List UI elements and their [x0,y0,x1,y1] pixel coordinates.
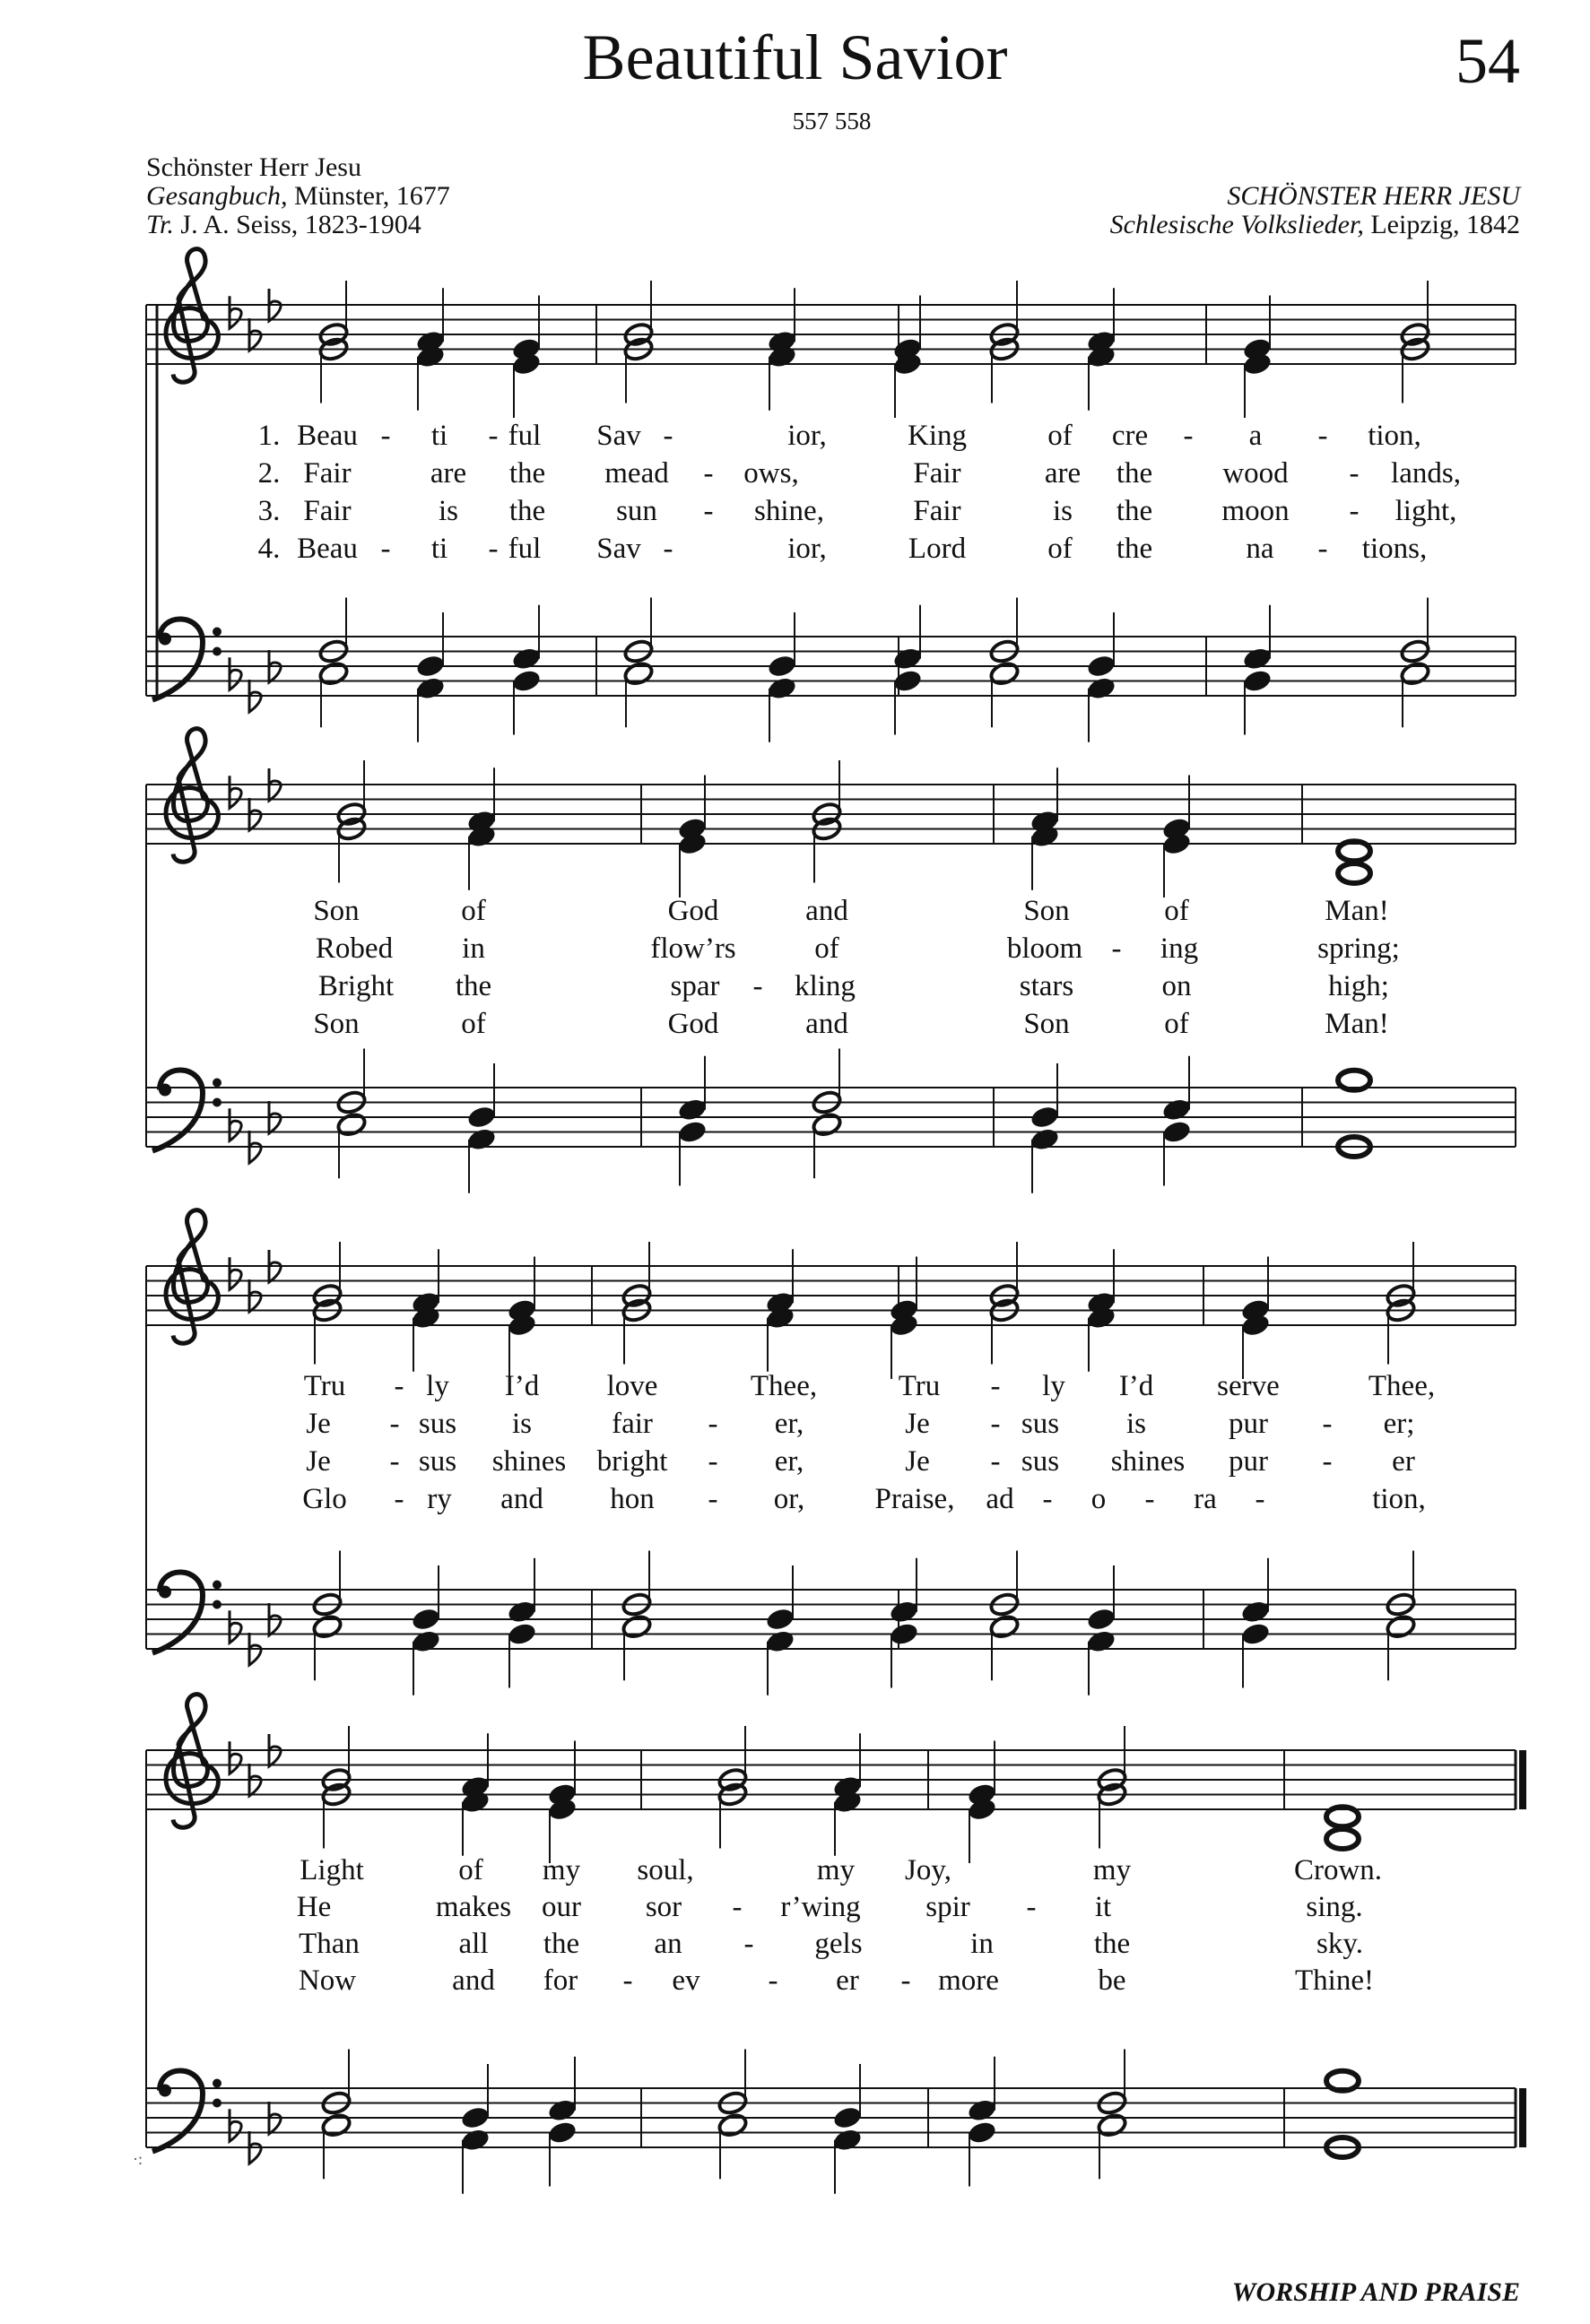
note-head [988,1614,1020,1640]
flat-icon [230,1257,241,1289]
flat-icon [230,657,241,689]
system1-verse1-syllable: King [908,420,967,452]
system3-verse4-syllable: hon [610,1483,655,1515]
note-head [766,653,797,679]
system1-verse4-syllable: tions, [1361,533,1428,565]
note-head [1160,1097,1192,1123]
flat-icon [230,2109,241,2141]
system1-verse1-syllable: tion, [1368,420,1421,452]
system2-verse4-syllable: Son [313,1008,360,1040]
system4-verse3-syllable: sky. [1316,1928,1363,1960]
system4-verse2-syllable: sing. [1306,1891,1363,1923]
text-source-book: Gesangbuch, [146,181,288,211]
system3-verse2-syllable: pur [1229,1408,1268,1440]
system4-verse4-syllable: and [452,1964,495,1997]
flat-icon [230,1741,241,1773]
system3-verse2-syllable: fair [612,1408,653,1440]
system1-verse4-syllable: - [663,533,673,565]
system3-verse4-syllable: Glo [302,1483,347,1515]
system2-verse2-syllable: bloom [1006,932,1083,965]
system3-verse3-syllable: shines [1110,1445,1186,1478]
system2-verse3-syllable: high; [1328,970,1389,1002]
system1-verse3-syllable: is [1052,495,1073,527]
system1-verse4-syllable: ior, [787,533,827,565]
note-head [510,668,542,694]
system1-verse1-syllable: ior, [787,420,827,452]
final-barline [1519,1750,1526,1809]
system2-verse3-syllable: on [1161,970,1192,1002]
system2-verse2-syllable: of [814,932,839,965]
system1-verse3-syllable: - [703,495,714,527]
note-head [888,1621,919,1647]
system1-verse1-syllable: Beau [297,420,358,452]
system4-verse4-syllable: for [543,1964,578,1997]
system1-verse2-syllable: ows, [743,457,799,490]
related-hymn-numbers: 557 558 [792,108,872,134]
note-head [546,2097,578,2123]
note-head [414,653,446,679]
system1-verse2-syllable: Fair [303,457,352,490]
system1-verse3-syllable: light, [1395,495,1457,527]
system1-verse4-syllable: Lord [908,533,967,565]
system1-verse1-syllable: - [1183,420,1194,452]
system4-verse1-syllable: Crown. [1293,1854,1383,1886]
note-head [1029,1104,1060,1130]
note-head [966,2097,997,2123]
note-head [1085,675,1116,701]
system1-verse4-syllable: - [380,533,391,565]
system2-verse2-syllable: - [1111,932,1122,965]
system1-verse1-syllable: a [1248,420,1263,452]
system4-verse4-syllable: be [1098,1964,1126,1997]
system3-verse3-syllable: bright [596,1445,668,1478]
note-head [410,1628,441,1654]
note-head [621,1614,652,1640]
system1-verse2-syllable: are [1044,457,1082,490]
system4-verse1-syllable: soul, [637,1854,694,1886]
system3-verse1-syllable: Tru [303,1370,346,1402]
note-head [317,661,349,687]
system1-verse4-syllable: 4. [257,533,281,565]
system2-verse1-syllable: and [805,895,848,927]
category-footer: WORSHIP AND PRAISE [1231,2277,1520,2307]
note-head [1160,1119,1192,1145]
system3-verse3-syllable: er, [774,1445,804,1478]
system3-verse4-syllable: - [394,1483,404,1515]
system1-verse2-syllable: the [1116,457,1153,490]
note-head [891,668,923,694]
note-head [465,1104,497,1130]
system1-verse2-syllable: lands, [1391,457,1461,490]
system3-verse1-syllable: I’d [504,1370,540,1402]
system4-verse3-syllable: Than [299,1928,360,1960]
tune-source-book: Schlesische Volkslieder, [1109,210,1364,239]
system1-verse4-syllable: ful [508,533,542,565]
system3-verse1-syllable: love [606,1370,658,1402]
system3-verse3-syllable: Je [306,1445,331,1478]
bass-clef-icon [152,1572,222,1652]
system3-verse3-syllable: - [990,1445,1001,1478]
system3-verse4-syllable: or, [773,1483,805,1515]
system1-verse1-syllable: ti [430,420,448,452]
system3-verse3-syllable: sus [1021,1445,1060,1478]
bass-clef-icon [152,1070,222,1150]
system1-verse1-syllable: - [380,420,391,452]
note-head [717,2112,748,2138]
system2-verse1-syllable: of [1164,895,1189,927]
system3-verse3-syllable: er [1392,1445,1415,1478]
note-head [546,2120,578,2146]
system1-verse3-syllable: - [1349,495,1360,527]
note-head [1085,653,1116,679]
system3-verse1-syllable: - [394,1370,404,1402]
system2-verse4-syllable: of [1164,1008,1189,1040]
system3-verse4-syllable: - [1042,1483,1053,1515]
system3-verse2-syllable: - [1322,1408,1333,1440]
note-head [988,661,1020,687]
system3-verse4-syllable: - [708,1483,718,1515]
treble-clef-icon [166,729,218,863]
system2-verse3-syllable: Bright [317,970,395,1002]
system4-verse3-syllable: the [543,1928,580,1960]
system3-verse2-syllable: er; [1383,1408,1415,1440]
note-head [891,646,923,672]
system-1 [146,249,1516,742]
system1-verse3-syllable: Fair [303,495,352,527]
system3-verse1-syllable: Tru [898,1370,941,1402]
system3-verse2-syllable: sus [418,1408,457,1440]
system3-verse1-syllable: - [990,1370,1001,1402]
system1-verse2-syllable: mead [604,457,669,490]
system1-verse3-syllable: the [1116,495,1153,527]
system1-verse4-syllable: Sav [596,533,641,565]
note-head [459,2104,491,2130]
system2-verse1-syllable: Son [313,895,360,927]
system1-verse2-syllable: are [430,457,467,490]
system1-verse4-syllable: na [1246,533,1274,565]
system4-verse4-syllable: er [836,1964,859,1997]
note-head [1385,1614,1416,1640]
system2-verse4-syllable: of [461,1008,486,1040]
system1-verse3-syllable: 3. [257,495,281,527]
note-head [506,1599,537,1625]
system1-verse2-syllable: wood [1222,457,1289,490]
system4-verse4-syllable: Now [298,1964,357,1997]
system1-verse3-syllable: the [508,495,546,527]
system1-verse4-syllable: - [488,533,499,565]
system3-verse2-syllable: is [511,1408,533,1440]
system3-verse3-syllable: - [1322,1445,1333,1478]
system3-verse4-syllable: - [1144,1483,1155,1515]
system3-verse4-syllable: - [1255,1483,1265,1515]
system3-verse2-syllable: - [990,1408,1001,1440]
system4-verse2-syllable: our [542,1891,581,1923]
system1-verse3-syllable: shine, [754,495,824,527]
system3-verse2-syllable: - [389,1408,400,1440]
translator-abbrev: Tr. [146,210,174,239]
text-source-line-1: Schönster Herr Jesu [146,152,361,182]
system2-verse4-syllable: Son [1023,1008,1070,1040]
system4-verse3-syllable: - [743,1928,754,1960]
system1-verse4-syllable: the [1116,533,1153,565]
system4-verse3-syllable: the [1093,1928,1131,1960]
system2-verse2-syllable: in [462,932,485,965]
treble-clef-icon [166,1210,218,1344]
system1-verse4-syllable: Beau [297,533,358,565]
system4-verse2-syllable: - [1026,1891,1037,1923]
system1-verse3-syllable: Fair [913,495,961,527]
stray-print-mark: ·: [133,2150,143,2168]
system4-verse1-syllable: Light [300,1854,364,1886]
system3-verse4-syllable: ad [986,1483,1014,1515]
system2-verse4-syllable: and [805,1008,848,1040]
bass-clef-icon [152,619,222,699]
system3-verse4-syllable: and [500,1483,543,1515]
note-head [676,1119,708,1145]
system3-verse3-syllable: - [708,1445,718,1478]
system1-verse3-syllable: moon [1221,495,1290,527]
system4-verse1-syllable: my [1092,1854,1132,1886]
flat-icon [230,1610,241,1643]
whole-note [1338,863,1370,883]
note-head [622,661,654,687]
system3-verse4-syllable: Praise, [874,1483,955,1515]
system-3 [146,1210,1516,1695]
system1-verse1-syllable: - [1317,420,1328,452]
hymn-title: Beautiful Savior [582,22,1008,93]
system3-verse1-syllable: Thee, [750,1370,818,1402]
translator-name: J. A. Seiss, 1823-1904 [173,210,421,239]
system1-verse2-syllable: Fair [913,457,961,490]
system2-verse1-syllable: Man! [1325,895,1389,927]
tune-name: SCHÖNSTER HERR JESU [1227,181,1520,211]
system4-verse1-syllable: my [816,1854,856,1886]
system4-verse3-syllable: gels [814,1928,863,1960]
system4-verse1-syllable: of [458,1854,483,1886]
system4-verse2-syllable: it [1094,1891,1112,1923]
system1-verse1-syllable: cre [1111,420,1149,452]
note-head [1241,646,1273,672]
text-source-place-year: Münster, 1677 [287,181,450,211]
system1-verse3-syllable: sun [616,495,657,527]
system3-verse2-syllable: - [708,1408,718,1440]
flat-icon [230,776,241,808]
system3-verse1-syllable: I’d [1118,1370,1154,1402]
system3-verse2-syllable: is [1125,1408,1147,1440]
system1-verse1-syllable: - [663,420,673,452]
system4-verse4-syllable: - [622,1964,633,1997]
system3-verse2-syllable: Je [306,1408,331,1440]
note-head [311,1614,343,1640]
system1-verse1-syllable: 1. [257,420,281,452]
system1-verse1-syllable: ful [508,420,542,452]
system4-verse2-syllable: makes [435,1891,512,1923]
system1-verse1-syllable: - [488,420,499,452]
system3-verse1-syllable: ly [1042,1370,1065,1402]
system2-verse3-syllable: kling [795,970,856,1002]
system1-verse4-syllable: - [1317,533,1328,565]
system3-verse3-syllable: - [389,1445,400,1478]
system4-verse4-syllable: - [768,1964,778,1997]
note-head [888,1599,919,1625]
system1-verse4-syllable: ti [430,533,448,565]
system2-verse2-syllable: spring; [1317,932,1400,965]
note-head [465,1126,497,1152]
system3-verse4-syllable: ra [1194,1483,1217,1515]
system3-verse3-syllable: Je [905,1445,930,1478]
note-head [510,646,542,672]
note-head [766,675,797,701]
flat-icon [230,1108,241,1140]
system4-verse3-syllable: an [654,1928,682,1960]
system3-verse1-syllable: Thee, [1368,1370,1436,1402]
note-head [1029,1126,1060,1152]
note-head [1085,1628,1116,1654]
system2-verse2-syllable: ing [1160,932,1199,965]
system1-verse2-syllable: - [1349,457,1360,490]
tune-source-place-year: Leipzig, 1842 [1363,210,1520,239]
note-head [1241,668,1273,694]
note-head [1085,1606,1116,1632]
note-head [335,1112,367,1138]
system4-verse2-syllable: sor [645,1891,682,1923]
system2-verse3-syllable: - [752,970,763,1002]
system4-verse1-syllable: my [542,1854,581,1886]
system2-verse4-syllable: God [667,1008,719,1040]
system1-verse2-syllable: - [703,457,714,490]
note-head [764,1606,795,1632]
system3-verse2-syllable: sus [1021,1408,1060,1440]
note-head [811,1112,842,1138]
system4-verse4-syllable: Thine! [1295,1964,1374,1997]
system3-verse1-syllable: ly [426,1370,449,1402]
note-head [506,1621,537,1647]
note-head [831,2104,863,2130]
system4-verse3-syllable: in [970,1928,994,1960]
system2-verse3-syllable: the [455,970,492,1002]
note-head [1239,1621,1271,1647]
treble-clef-icon [166,1695,218,1828]
system2-verse3-syllable: stars [1019,970,1074,1002]
system2-verse2-syllable: flow’rs [650,932,736,965]
system3-verse3-syllable: shines [491,1445,567,1478]
system3-verse4-syllable: ry [427,1483,452,1515]
system4-verse2-syllable: He [296,1891,332,1923]
system3-verse2-syllable: er, [774,1408,804,1440]
system3-verse3-syllable: pur [1229,1445,1268,1478]
system2-verse1-syllable: God [667,895,719,927]
system4-verse2-syllable: - [732,1891,743,1923]
system4-verse1-syllable: Joy, [905,1854,951,1886]
flat-icon [230,296,241,328]
system2-verse1-syllable: Son [1023,895,1070,927]
note-head [320,2112,352,2138]
system4-verse4-syllable: - [900,1964,911,1997]
system3-verse3-syllable: sus [418,1445,457,1478]
note-head [966,2120,997,2146]
note-head [410,1606,441,1632]
system4-verse3-syllable: all [458,1928,489,1960]
system1-verse2-syllable: 2. [257,457,281,490]
note-head [764,1628,795,1654]
note-head [1399,661,1430,687]
note-head [676,1097,708,1123]
system2-verse2-syllable: Robed [315,932,394,965]
note-head [1239,1599,1271,1625]
bass-clef-icon [152,2070,222,2151]
system4-verse4-syllable: more [938,1964,999,1997]
whole-note [1326,1829,1359,1849]
system4-verse2-syllable: spir [925,1891,970,1923]
system4-verse4-syllable: ev [672,1964,700,1997]
system1-verse3-syllable: is [438,495,459,527]
system2-verse3-syllable: spar [670,970,720,1002]
system4-verse2-syllable: r’wing [780,1891,861,1923]
note-head [414,675,446,701]
note-head [459,2127,491,2153]
system3-verse4-syllable: tion, [1372,1483,1426,1515]
note-head [1096,2112,1127,2138]
system2-verse1-syllable: of [461,895,486,927]
hymn-number: 54 [1455,25,1520,97]
final-barline [1519,2088,1526,2147]
system1-verse2-syllable: the [508,457,546,490]
system3-verse4-syllable: o [1090,1483,1107,1515]
system2-verse4-syllable: Man! [1325,1008,1389,1040]
note-head [831,2127,863,2153]
system3-verse1-syllable: serve [1217,1370,1280,1402]
system1-verse1-syllable: Sav [596,420,641,452]
system1-verse4-syllable: of [1047,533,1073,565]
system3-verse2-syllable: Je [905,1408,930,1440]
treble-clef-icon [166,249,218,383]
system1-verse1-syllable: of [1047,420,1073,452]
